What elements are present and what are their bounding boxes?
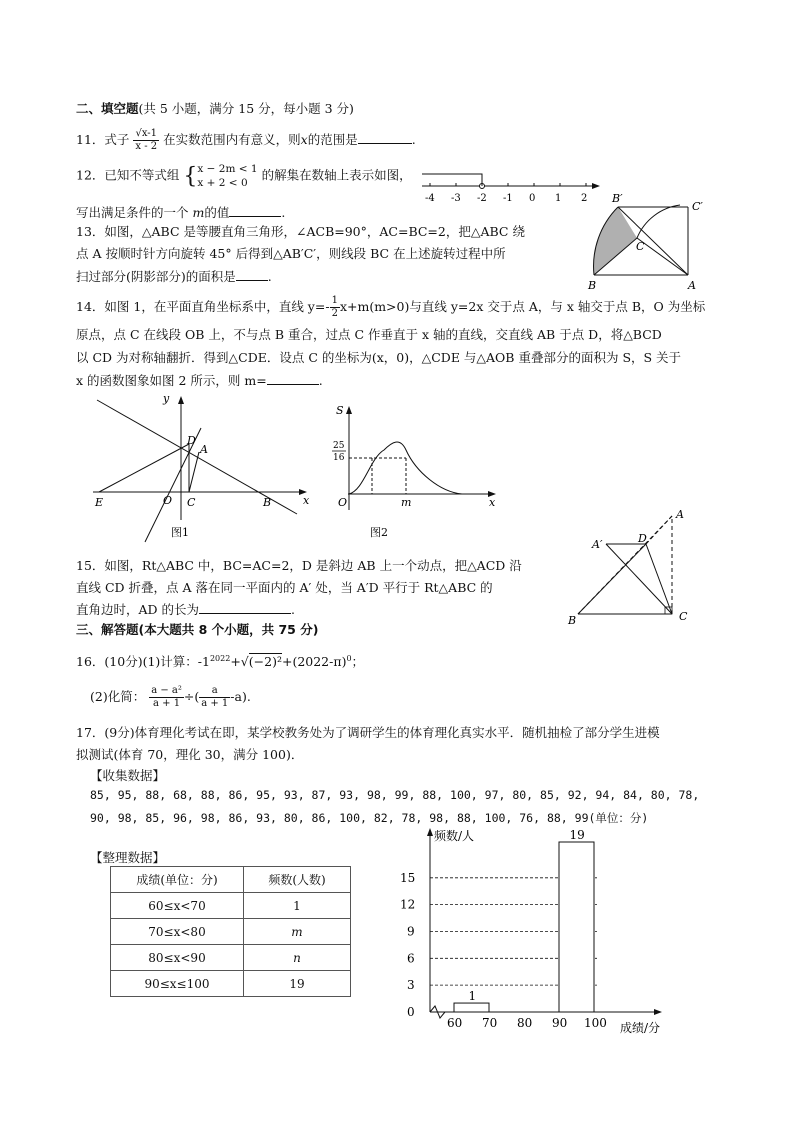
table-row [111, 893, 351, 919]
q12-line2-end: 的值 [204, 205, 230, 220]
q14-line3: 以 CD 为对称轴翻折．得到△CDE．设点 C 的坐标为(x，0)，△CDE 与△AOB 重叠部分的面积为 S，S 关于 [76, 350, 682, 365]
q12-text: 的解集在数轴上表示如图， [261, 167, 412, 183]
q16-frac2-num: a [199, 685, 230, 698]
hist-ytick-label: 3 [407, 978, 415, 993]
q13-line2: 点 A 按顺时针方向旋转 45° 后得到△AB′C′，则线段 BC 在上述旋转过程中所 [76, 246, 506, 261]
fig2-label-S: S [336, 404, 344, 417]
q16-plus: + [230, 654, 241, 669]
fig2-caption: 图2 [370, 526, 388, 539]
q11-numerator: √x-1 [133, 128, 159, 141]
q16-frac1-num: a − a² [151, 685, 182, 696]
q13-figure [584, 190, 714, 296]
q11-denominator: x - 2 [135, 141, 158, 152]
q13-label-B1: B′ [612, 192, 623, 205]
table-cell-range: 80≤x<90 [111, 945, 244, 971]
hist-xtick-label: 90 [552, 1016, 568, 1030]
q17-histogram [392, 820, 692, 1042]
q12-m: m [192, 205, 205, 220]
q16-part1 [76, 652, 364, 670]
q15-figure [566, 504, 700, 628]
table-header-score: 成绩(单位：分) [111, 867, 244, 893]
q13-label-C1: C′ [692, 200, 703, 213]
q17-line2: 拟测试(体育 70，理化 30，满分 100)． [76, 747, 304, 762]
hist-xtick-label: 80 [517, 1016, 533, 1030]
q11-text: 在实数范围内有意义，则 [163, 132, 301, 147]
q16-frac1 [149, 685, 184, 710]
fig1-segment-ED [99, 444, 189, 492]
q13-segment-CA [637, 238, 688, 275]
q15-label-C: C [679, 610, 688, 623]
q12-lead: 12．已知不等式组 [76, 167, 180, 183]
section3-title: 三、解答题(本大题共 8 个小题，共 75 分) [76, 622, 319, 637]
q12-system-lines [197, 162, 257, 190]
q16-part1-text: 16．(10分)(1)计算：-1 [76, 654, 210, 669]
hist-bar-label: 1 [468, 989, 477, 1004]
table-cell-freq: n [244, 945, 351, 971]
q14-line1-b: x+m(m>0)与直线 y=2x 交于点 A，与 x 轴交于点 B，O 为坐标 [339, 299, 706, 314]
q13-arc-C [637, 205, 680, 238]
q15-answer-blank[interactable] [199, 601, 291, 614]
q15-line2: 直线 CD 折叠，点 A 落在同一平面内的 A′ 处，当 A′D 平行于 Rt△ABC 的 [76, 580, 493, 595]
q12-line2-text: 写出满足条件的一个 [76, 205, 189, 220]
q13-shaded-region [594, 207, 637, 275]
q12-ineq2: x + 2 < 0 [197, 177, 248, 189]
fig1-label-B: B [263, 496, 272, 509]
hist-xlabel: 成绩/分 [620, 1021, 661, 1035]
hist-ytick-label: 6 [407, 951, 415, 966]
q12-end: . [281, 205, 286, 220]
q16-frac2 [199, 685, 230, 710]
q16-part2-text: (2)化简： [90, 689, 146, 704]
hist-bar [454, 1003, 489, 1012]
q16-part1d: ； [351, 654, 365, 669]
table-header-freq: 频数(人数) [244, 867, 351, 893]
q14-line2: 原点，点 C 在线段 OB 上，不与点 B 重合，过点 C 作垂直于 x 轴的直线，交直线 AB 于点 D，将△BCD [76, 327, 662, 342]
number-line-tick-label: 0 [529, 193, 536, 204]
fig2-label-x: x [489, 496, 496, 509]
section2-title: 二、填空题 [76, 101, 139, 116]
q15-label-B: B [568, 614, 577, 627]
q11-answer-blank[interactable] [358, 131, 412, 144]
q16-sqrt-sign: √ [240, 654, 249, 669]
q12-ineq1: x − 2m < 1 [197, 163, 258, 175]
table-row [111, 945, 351, 971]
fig1-y-arrow [178, 396, 184, 404]
q15-label-A: A [676, 508, 684, 521]
fig2-frac-den: 16 [333, 453, 345, 463]
fig2-frac-num: 25 [333, 441, 345, 451]
hist-xtick-label: 70 [482, 1016, 498, 1030]
hist-ytick-label: 0 [407, 1005, 415, 1019]
fig1-label-A: A [200, 443, 208, 456]
q15-segment-DC [646, 544, 672, 614]
q16-exp1: 2022 [209, 653, 231, 663]
q14-line1 [76, 295, 705, 320]
q16-sqrt: (−2)² [248, 654, 282, 669]
table-cell-range: 60≤x<70 [111, 893, 244, 919]
q11-fraction [133, 128, 159, 153]
q16-exp2: 0 [346, 653, 352, 663]
q16-div: ÷( [183, 689, 200, 704]
q15-line3-text: 直角边时，AD 的长为 [76, 602, 200, 617]
q16-frac1-den: a + 1 [153, 698, 181, 709]
number-line-tick-label: -3 [451, 193, 461, 204]
q15-line1: 15．如图，Rt△ABC 中，BC=AC=2，D 是斜边 AB 上一个动点，把△ACD 沿 [76, 558, 522, 573]
q17-collect-title: 【收集数据】 [90, 768, 166, 783]
fig1-segment-CA [189, 452, 199, 492]
table-cell-range: 70≤x<80 [111, 919, 244, 945]
fig1-label-E: E [95, 496, 104, 509]
table-row [111, 919, 351, 945]
hist-xtick-label: 100 [584, 1016, 607, 1030]
q15-line3 [76, 600, 295, 618]
q11-var: x [300, 132, 308, 147]
q14-line4-text: x 的函数图象如图 2 所示，则 m= [76, 373, 267, 388]
q11-end: . [411, 132, 416, 147]
hist-xtick-label: 60 [447, 1016, 463, 1030]
table-cell-freq: 19 [244, 971, 351, 997]
q15-segment-BD [578, 544, 646, 614]
q16-frac2-den: a + 1 [201, 698, 229, 709]
q11-lead: 11．式子 [76, 132, 130, 147]
number-line-tick-label: -2 [477, 193, 487, 204]
q13-label-C: C [636, 240, 645, 253]
q14-line1-a: 14．如图 1，在平面直角坐标系中，直线 y=- [76, 299, 330, 314]
table-cell-freq: 1 [244, 893, 351, 919]
q14-end: . [318, 373, 323, 388]
q17-line1: 17．(9分)体育理化考试在即，某学校教务处为了调研学生的体育理化真实水平．随机抽检了部分学生进模 [76, 725, 660, 740]
q12-system: { [183, 163, 198, 189]
q14-figure1 [85, 390, 317, 548]
question-11 [76, 128, 416, 153]
table-header-row [111, 867, 351, 893]
q17-data-line2: 90, 98, 85, 96, 98, 86, 93, 80, 86, 100, 82, 78, 98, 88, 100, 76, 88, 99(单位：分) [90, 811, 649, 825]
fig1-caption: 图1 [171, 526, 189, 539]
q16-part1c: +(2022-π) [281, 654, 347, 669]
q17-organize-title: 【整理数据】 [90, 850, 166, 865]
q14-fraction [330, 295, 340, 320]
q14-line4 [76, 371, 323, 389]
hist-bar-label: 19 [569, 828, 585, 842]
q12-axis-arrow [592, 183, 600, 189]
table-cell-range: 90≤x≤100 [111, 971, 244, 997]
q12-line2 [76, 203, 285, 221]
q13-label-B: B [588, 279, 597, 292]
q16-part2 [90, 685, 251, 710]
number-line-tick-label: 1 [555, 193, 562, 204]
hist-ytick-label: 9 [407, 924, 415, 939]
hist-bar [559, 842, 594, 1012]
fig1-label-C: C [187, 496, 196, 509]
hist-ytick-label: 12 [400, 897, 416, 912]
q13-end: . [267, 269, 272, 284]
hist-ytick-label: 15 [400, 870, 416, 885]
table-cell-freq: m [244, 919, 351, 945]
q12-number-line [418, 168, 604, 208]
q13-line3-text: 扫过部分(阴影部分)的面积是 [76, 269, 236, 284]
q11-text2: 的范围是 [307, 132, 358, 147]
q15-segment-DA [646, 516, 672, 544]
q14-frac-num: 1 [331, 295, 338, 306]
q15-segment-A1C [606, 544, 672, 614]
q13-line1: 13．如图，△ABC 是等腰直角三角形，∠ACB=90°，AC=BC=2，把△ABC 绕 [76, 224, 525, 239]
hist-x-arrow [654, 1009, 662, 1015]
q15-label-A1: A′ [592, 538, 603, 551]
q14-figure2 [330, 400, 502, 546]
number-line-tick-label: -4 [425, 193, 435, 204]
q14-frac-den: 2 [331, 308, 338, 319]
q15-label-D: D [638, 532, 647, 545]
q16-tail: -a). [230, 689, 251, 704]
question-12 [76, 162, 412, 190]
fig2-label-m: m [401, 496, 412, 509]
q13-answer-blank[interactable] [236, 268, 268, 281]
fig2-y-arrow [346, 406, 352, 414]
fig1-label-x: x [303, 494, 310, 507]
fig1-label-y: y [163, 392, 170, 405]
number-line-tick-label: -1 [503, 193, 513, 204]
section2-note: (共 5 小题，满分 15 分，每小题 3 分) [138, 101, 354, 116]
q12-solution-ray [422, 174, 482, 183]
fig2-label-O: O [338, 496, 348, 509]
q13-line3 [76, 267, 272, 285]
q17-data-line1: 85, 95, 88, 68, 88, 86, 95, 93, 87, 93, 98, 99, 88, 100, 97, 80, 85, 92, 94, 84, 80, 78, [90, 788, 700, 802]
hist-ylabel: 频数/人 [434, 829, 475, 843]
fig1-label-O: O [163, 494, 173, 507]
hist-y-arrow [427, 828, 433, 836]
fig1-label-D: D [187, 434, 196, 447]
q13-label-A: A [688, 279, 696, 292]
q15-end: . [291, 602, 296, 617]
number-line-tick-label: 2 [581, 193, 588, 204]
q12-answer-blank[interactable] [229, 204, 281, 217]
q14-answer-blank[interactable] [267, 372, 319, 385]
q17-frequency-table [110, 866, 351, 997]
table-row [111, 971, 351, 997]
section2-heading [76, 99, 354, 117]
